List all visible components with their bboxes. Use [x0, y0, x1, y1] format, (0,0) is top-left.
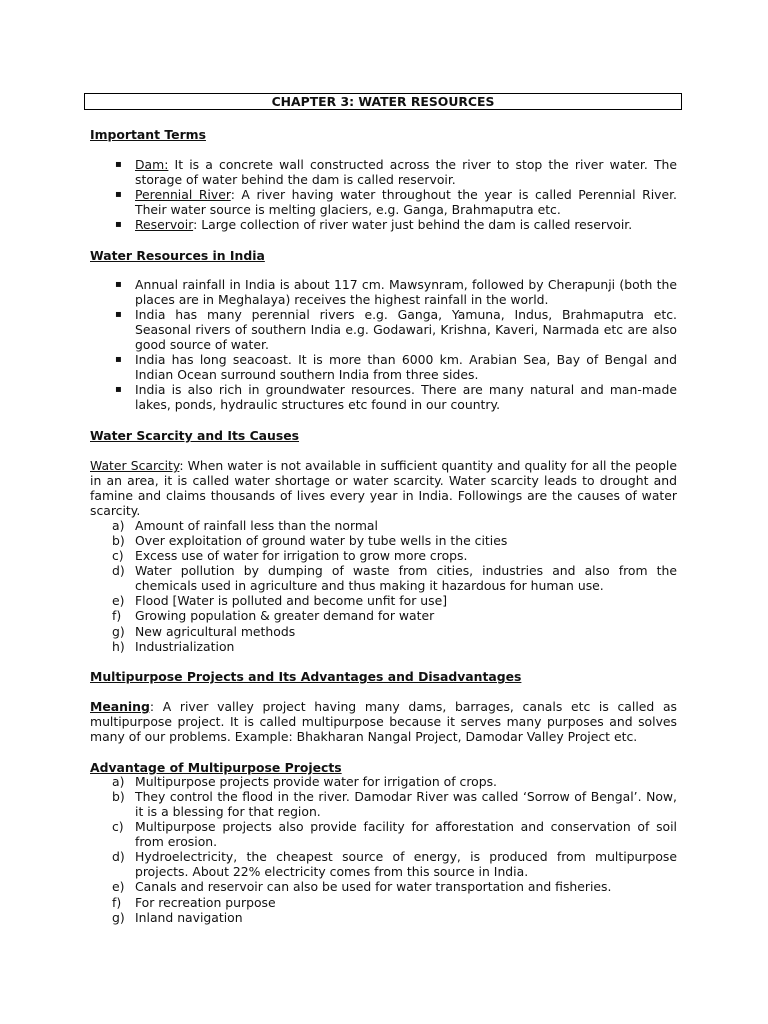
chapter-title: CHAPTER 3: WATER RESOURCES: [84, 93, 682, 110]
scarcity-text: : When water is not available in sufficient quantity and quality for all the people in an area, it is called water shortage or water scarcity. Water scarcity leads to drought and famine and claims thousands of lives every year in India. Followings are the causes of water scarcity.: [90, 458, 677, 518]
heading-water-scarcity: Water Scarcity and Its Causes: [90, 428, 300, 443]
meaning-text: : A river valley project having many dams, barrages, canals etc is called as multipurpose project. It is called multipurpose because it serves many purposes and solves many of our problems. Example: Bhakharan Nangal Project, Damodar Valley Project etc.: [90, 699, 677, 744]
scarcity-intro: [90, 458, 677, 518]
heading-advantages: Advantage of Multipurpose Projects: [90, 760, 342, 775]
term-dam-text: It is a concrete wall constructed across the river to stop the river water. The storage of water behind the dam is called reservoir.: [135, 157, 677, 187]
term-perennial-text: : A river having water throughout the year is called Perennial River. Their water source is melting glaciers, e.g. Ganga, Brahmaputra etc.: [135, 187, 677, 217]
term-perennial: Perennial River: [135, 187, 231, 202]
term-dam: Dam:: [135, 157, 169, 172]
meaning-paragraph: [90, 699, 677, 744]
heading-multipurpose: Multipurpose Projects and Its Advantages and Disadvantages: [90, 669, 522, 684]
meaning-term: Meaning: [90, 699, 150, 714]
heading-important-terms: Important Terms: [90, 127, 206, 142]
scarcity-term: Water Scarcity: [90, 458, 180, 473]
term-reservoir-text: : Large collection of river water just behind the dam is called reservoir.: [193, 217, 633, 232]
heading-water-resources: Water Resources in India: [90, 248, 265, 263]
term-reservoir: Reservoir: [135, 217, 194, 232]
